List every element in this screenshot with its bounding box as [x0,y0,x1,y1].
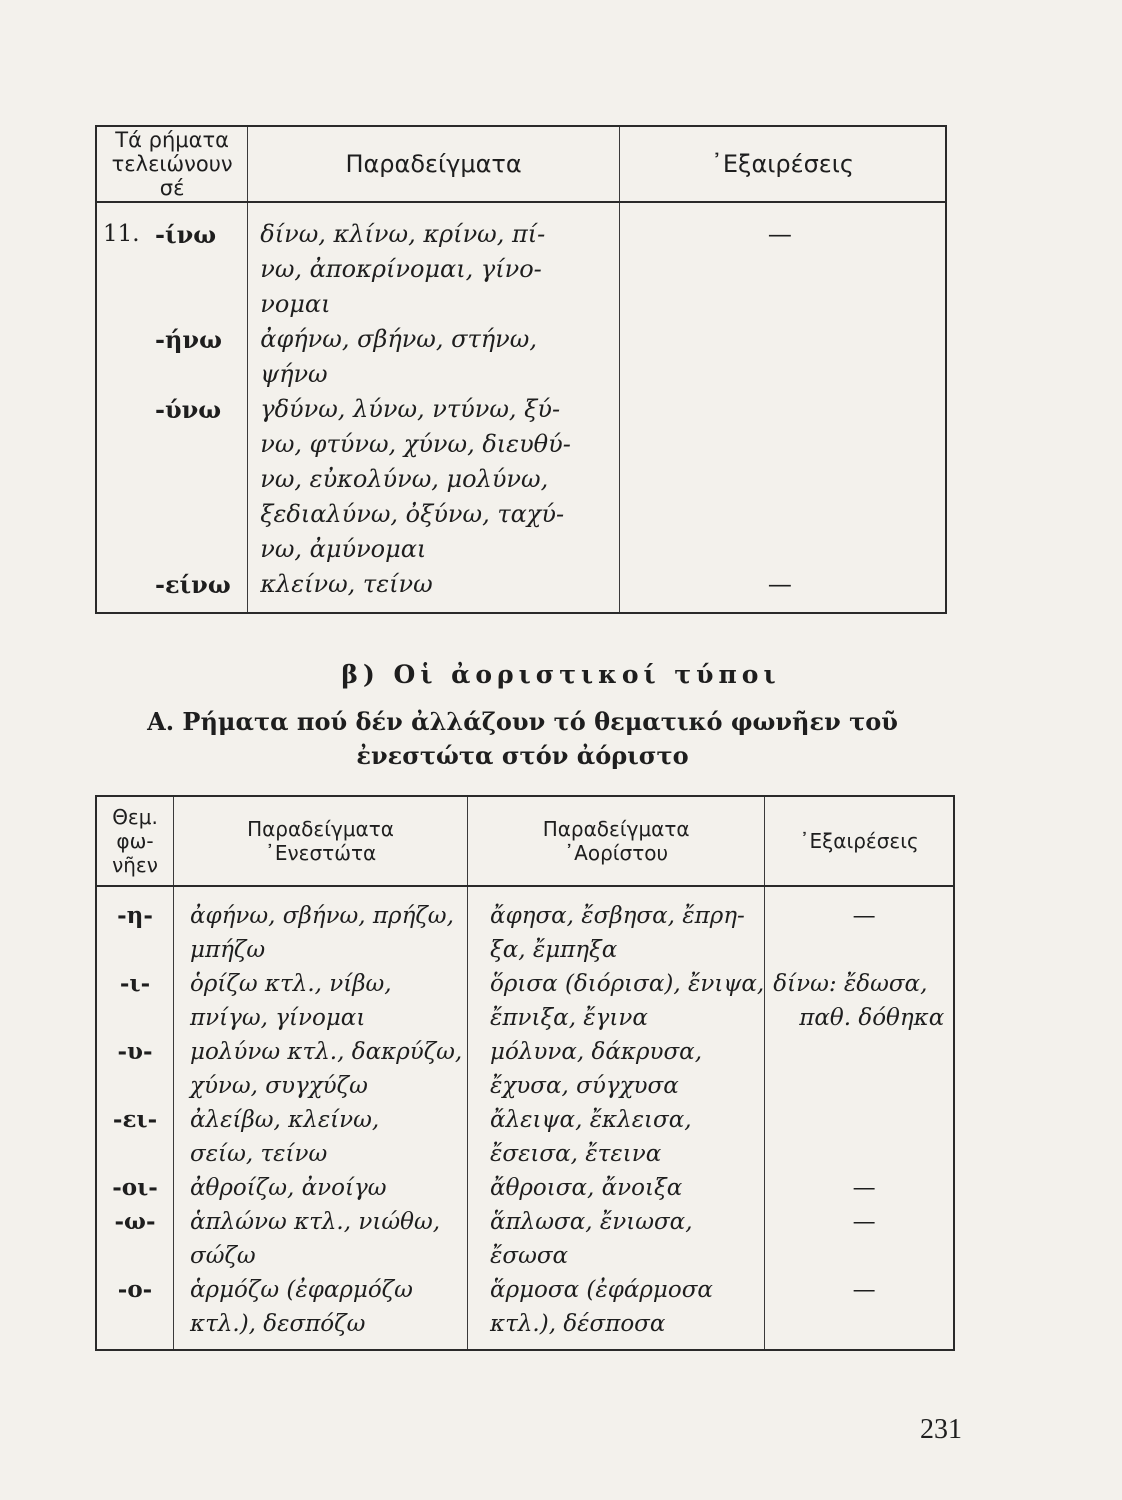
ending-ino: -ίνω [155,220,217,249]
exception-cell [765,886,954,967]
header-exceptions: ᾿Εξαιρέσεις [765,796,954,886]
present-line: ἁρμόζω (ἐφαρμόζω [190,1277,413,1303]
aorist-line: ἅπλωσα, ἔνιωσα, [490,1209,693,1235]
example-line: νομαι [260,290,331,318]
present-line: κτλ.), δεσπόζω [190,1311,366,1337]
exception-cell [765,1205,954,1273]
aorist-line: ἔπνιξα, ἔγινα [490,1005,648,1031]
example-line: νω, ἀποκρίνομαι, γίνο- [260,255,542,283]
present-line: ἀλείβω, κλείνω, [190,1107,380,1133]
present-line: μολύνω κτλ., δακρύζω, [190,1039,463,1065]
vowel-cell: -υ- [96,1035,174,1103]
aorist-cell [468,1035,765,1103]
examples-column [248,202,620,613]
present-cell [174,1205,468,1273]
example-line: ψήνω [260,360,328,388]
example-line: γδύνω, λύνω, ντύνω, ξύ- [260,395,561,423]
header-endings: Τά ρήματα τελειώνουν σέ [96,126,248,202]
aorist-line: κτλ.), δέσποσα [490,1311,666,1337]
aorist-table-header [96,796,954,886]
aorist-row-eta [96,886,954,967]
aorist-line: ὅρισα (διόρισα), ἔνιψα, [490,971,765,997]
example-line: νω, εὐκολύνω, μολύνω, [260,465,549,493]
example-line: δίνω, κλίνω, κρίνω, πί- [260,220,546,248]
present-line: σείω, τείνω [190,1141,328,1167]
exception-line: — [852,1175,876,1201]
exception-cell [765,1171,954,1205]
aorist-line: ἄθροισα, ἄνοιξα [490,1175,683,1201]
present-cell [174,1035,468,1103]
exception-dash: — [767,220,792,248]
aorist-line: ξα, ἔμπηξα [490,937,618,963]
ending-eino: -είνω [155,570,231,599]
aorist-cell [468,967,765,1035]
exception-line: παθ. δόθηκα [799,1005,945,1031]
exception-cell [765,1103,954,1171]
present-cell [174,1171,468,1205]
aorist-cell [468,1103,765,1171]
aorist-line: ἔσεισα, ἔτεινα [490,1141,662,1167]
example-line: νω, φτύνω, χύνω, διευθύ- [260,430,571,458]
aorist-row-ei [96,1103,954,1171]
present-line: ὁρίζω κτλ., νίβω, [190,971,392,997]
vowel-cell: -οι- [96,1171,174,1205]
vowel-cell: -η- [96,886,174,967]
present-line: ἀφήνω, σβήνω, πρήζω, [190,903,454,929]
present-line: ἁπλώνω κτλ., νιώθω, [190,1209,441,1235]
ending-yno: -ύνω [155,395,222,424]
vowel-cell: -ο- [96,1273,174,1350]
exception-line: δίνω: ἔδωσα, [773,971,928,997]
exceptions-column [619,202,946,613]
aorist-row-iota [96,967,954,1035]
exception-line: — [852,1209,876,1235]
endings-table-header [96,126,946,202]
exception-cell [765,1035,954,1103]
present-cell [174,967,468,1035]
aorist-row-omega [96,1205,954,1273]
example-line: κλείνω, τείνω [260,570,433,598]
header-aorist: Παραδείγματα ᾿Αορίστου [468,796,765,886]
aorist-row-omicron [96,1273,954,1350]
section-b-title: β) Οἱ ἀοριστικοί τύποι [341,660,781,689]
endings-table [95,125,947,614]
example-line: ἀφήνω, σβήνω, στήνω, [260,325,537,353]
aorist-cell [468,1205,765,1273]
present-cell [174,1103,468,1171]
endings-table-body [96,202,946,613]
row-number: 11. [103,221,140,247]
present-line: σώζω [190,1243,256,1269]
aorist-line: ἄλειψα, ἔκλεισα, [490,1107,692,1133]
present-line: ἀθροίζω, ἀνοίγω [190,1175,387,1201]
page-number: 231 [920,1414,962,1445]
aorist-line: μόλυνα, δάκρυσα, [490,1039,703,1065]
aorist-row-oi [96,1171,954,1205]
ending-ino-eta: -ήνω [155,325,222,354]
exception-line: — [852,903,876,929]
section-a-title: Α. Ρήματα πού δέν ἀλλάζουν τό θεματικό φωνῆεν τοῦ ἐνεστώτα στόν ἀόριστο [147,707,898,770]
aorist-cell [468,886,765,967]
exception-cell [765,967,954,1035]
aorist-cell [468,1273,765,1350]
aorist-line: ἅρμοσα (ἐφάρμοσα [490,1277,713,1303]
endings-column [96,202,248,613]
present-line: χύνω, συγχύζω [190,1073,368,1099]
vowel-cell: -ει- [96,1103,174,1171]
aorist-row-upsilon [96,1035,954,1103]
aorist-table [95,795,955,1351]
present-line: μπήζω [190,937,266,963]
aorist-line: ἄφησα, ἔσβησα, ἔπρη- [490,903,745,929]
header-present: Παραδείγματα ᾿Ενεστώτα [174,796,468,886]
header-examples: Παραδείγματα [248,126,620,202]
aorist-line: ἔσωσα [490,1243,569,1269]
example-line: νω, ἀμύνομαι [260,535,427,563]
vowel-cell: -ω- [96,1205,174,1273]
example-line: ξεδιαλύνω, ὀξύνω, ταχύ- [260,500,565,528]
vowel-cell: -ι- [96,967,174,1035]
header-vowel: Θεμ. φω- νῆεν [96,796,174,886]
exception-dash: — [767,570,792,598]
exception-cell [765,1273,954,1350]
exception-line: — [852,1277,876,1303]
aorist-line: ἔχυσα, σύγχυσα [490,1073,679,1099]
aorist-cell [468,1171,765,1205]
header-exceptions: ᾿Εξαιρέσεις [619,126,946,202]
present-line: πνίγω, γίνομαι [190,1005,366,1031]
present-cell [174,1273,468,1350]
present-cell [174,886,468,967]
